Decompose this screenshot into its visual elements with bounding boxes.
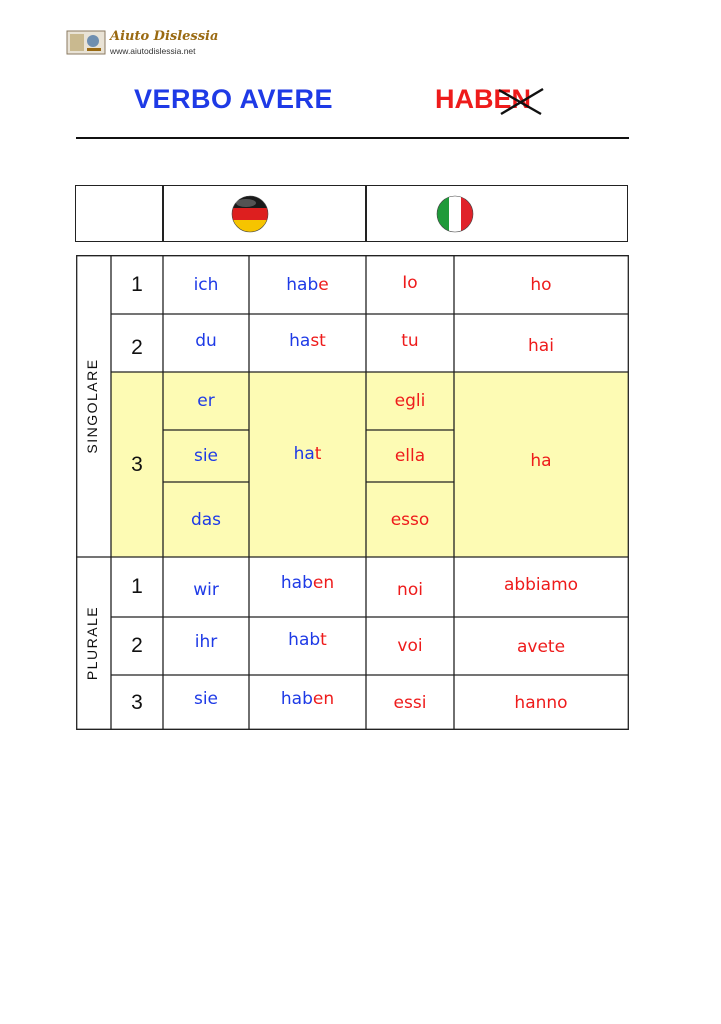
german-verb [249, 372, 366, 535]
italian-pronoun: noi [397, 580, 423, 600]
divider [365, 186, 367, 241]
logo-url: www.aiutodislessia.net [110, 46, 196, 56]
person-number: 2 [131, 634, 143, 657]
italian-verb: ha [530, 451, 552, 471]
group-label-plural: PLURALE [84, 605, 100, 681]
verb-ending: t [314, 443, 322, 464]
italian-pronoun: esso [390, 509, 430, 530]
person-number: 3 [131, 690, 143, 714]
verb-stem: hab [288, 630, 321, 650]
german-verb [249, 671, 366, 726]
verb-stem: hab [280, 688, 313, 709]
verb-stem: hab [280, 573, 313, 593]
german-pronoun: sie [193, 688, 219, 709]
verb-ending: st [310, 330, 326, 351]
verb-stem: hab [286, 274, 319, 295]
verb-ending: en [312, 688, 335, 709]
page-title: VERBO AVERE [134, 84, 334, 114]
verb-crossed-ending: EN [493, 84, 532, 114]
german-flag-icon [231, 195, 269, 233]
logo-icon [66, 28, 106, 56]
verb-ending: e [318, 274, 329, 295]
german-pronoun: ich [193, 274, 219, 295]
conjugation-table [76, 255, 629, 730]
german-pronoun: ihr [194, 632, 218, 652]
italian-verb: hanno [514, 692, 568, 713]
verb-stem: ha [289, 330, 311, 351]
verb-prefix: HAB [435, 84, 494, 114]
italian-pronoun: voi [397, 636, 423, 656]
title-divider [76, 137, 629, 139]
flag-header [75, 185, 628, 242]
german-pronoun: du [195, 330, 217, 351]
italian-verb: avete [516, 637, 566, 657]
italian-verb: abbiamo [503, 575, 579, 595]
german-pronoun: das [190, 509, 222, 530]
group-label-singular: SINGOLARE [84, 358, 100, 454]
italian-pronoun: Io [402, 272, 418, 293]
german-pronoun: er [197, 391, 215, 411]
italian-flag-icon [436, 195, 474, 233]
person-number: 1 [131, 575, 143, 598]
german-verb [249, 553, 366, 613]
person-number: 2 [131, 335, 143, 359]
german-verb [249, 255, 366, 314]
verb-ending: en [312, 573, 335, 593]
verb-ending: t [320, 630, 327, 650]
italian-verb: hai [528, 335, 554, 356]
italian-verb: ho [530, 274, 552, 295]
divider [162, 186, 164, 241]
logo-title: Aiuto Dislessia [110, 29, 219, 44]
italian-pronoun: egli [394, 391, 426, 411]
person-number: 1 [131, 272, 143, 296]
person-number: 3 [131, 452, 143, 476]
german-verb [249, 611, 366, 669]
italian-pronoun: ella [394, 446, 426, 466]
italian-pronoun: tu [401, 330, 419, 351]
german-pronoun: sie [193, 446, 219, 466]
italian-pronoun: essi [393, 692, 427, 713]
cross-out-icon [497, 86, 545, 118]
verb-stem: ha [293, 443, 315, 464]
german-verb [249, 311, 366, 370]
german-pronoun: wir [193, 580, 219, 600]
